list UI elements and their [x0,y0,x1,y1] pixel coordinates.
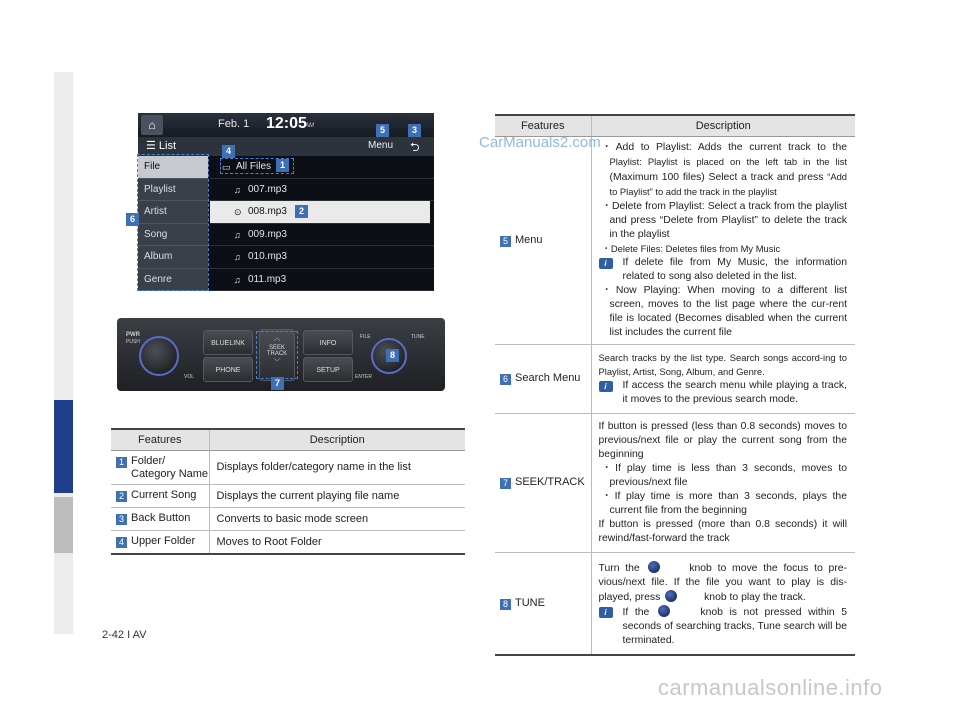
tune-knob-icon [648,561,660,573]
watermark-top: CarManuals2.com [479,134,601,151]
music-note-icon: ♫ [234,229,241,240]
tune-text: Turn the knob to move the focus to pre-vious/next file. If the file you want to play is dis-played, press knob to play the track. [598,562,847,603]
feature-cell: 6 Search Menu [495,344,591,413]
vol-label: VOL [184,374,195,380]
table-header [111,429,465,450]
seek-bullet: ・If play time is less than 3 seconds, moves to previous/next file [601,462,847,488]
back-icon[interactable]: ⮌ [410,140,420,154]
number-badge: 3 [116,514,127,525]
list-item[interactable]: ♫ 009.mp3 [210,224,434,247]
header-description: Description [209,429,465,450]
callout-8: 8 [386,349,399,362]
status-time: 12:05 [266,115,307,132]
category-playlist[interactable]: Playlist [138,179,208,202]
category-genre[interactable]: Genre [138,269,208,292]
phone-button[interactable]: PHONE [203,357,253,382]
number-badge: 2 [116,491,127,502]
menu-bullet: ・Delete from Playlist: Select a track from the playlist and press “Delete from Playlist” to delete the track in the playlist [601,200,847,240]
info-icon: i [599,607,613,618]
callout-2: 2 [295,205,308,218]
description-cell: Moves to Root Folder [209,530,465,554]
volume-knob[interactable] [139,336,179,376]
menu-bullet: ・Add to Playlist: Adds the current track to the Playlist: Playlist is placed on the left tab in the list (Maximum 100 files) Select a track and press “Add to Playlist” to add the track in the playlist [601,141,848,197]
seek-text: If button is pressed (less than 0.8 seconds) moves to previous/next file or play the current song from the beginning [598,420,847,460]
feature-cell: 4 Upper Folder [111,530,209,554]
callout-1: 1 [276,159,289,172]
music-note-icon: ♫ [234,184,241,195]
home-icon[interactable]: ⌂ [141,115,163,135]
list-item[interactable]: ♫ 011.mp3 [210,269,434,292]
tune-note: i If the knob is not pressed within 5 seconds of searching tracks, Tune search will be terminated. [599,605,848,648]
table-header [495,115,855,136]
chapter-tab [54,497,73,553]
feature-cell: 1 Folder/ Category Name [111,450,209,484]
track-label: TRACK [266,351,288,357]
table-row [495,344,855,413]
callout-6: 6 [126,213,139,226]
list-item[interactable]: ♫ 010.mp3 [210,246,434,269]
enter-label: ENTER [355,374,372,380]
header-features: Features [495,115,591,136]
tune-label: TUNE [411,334,425,340]
seek-bullet: ・If play time is more than 3 seconds, plays the current file from the beginning [601,490,847,516]
info-button[interactable]: INFO [303,330,353,355]
file-label: FILE [360,334,371,340]
info-icon: i [599,381,613,392]
feature-cell: 3 Back Button [111,507,209,530]
header-description: Description [591,115,855,136]
list-item-current[interactable]: ⊙ 008.mp3 [210,201,430,224]
description-cell: Displays folder/category name in the list [209,450,465,484]
seek-text: If button is pressed (more than 0.8 seconds) it will rewind/fast-forward the track [598,518,847,544]
push-label: PUSH [126,339,140,345]
play-icon: ⊙ [234,207,242,217]
status-bar [138,113,434,137]
file-list [210,156,434,291]
number-badge: 4 [116,537,127,548]
status-ampm: AM [305,123,314,129]
callout-4: 4 [222,145,235,158]
music-note-icon: ♫ [234,252,241,262]
callout-3: 3 [408,124,421,137]
table-row [495,413,855,552]
watermark-bottom: carmanualsonline.info [658,675,883,700]
number-badge: 7 [500,478,511,489]
tune-knob-icon [658,605,670,617]
description-cell: Displays the current playing file name [209,484,465,507]
menu-bullet: ・Now Playing: When moving to a different list screen, moves to the list page where the cur-rent file is located (Becomes disabled when the current list includes the current file [601,284,847,338]
list-icon: ☰ [146,140,159,152]
table-row [495,552,855,655]
category-artist[interactable]: Artist [138,201,208,224]
menu-bullet: ・Delete Files: Deletes files from My Music [601,242,781,254]
setup-button[interactable]: SETUP [303,357,353,382]
chevron-up-icon: ︿ [273,335,281,342]
number-badge: 1 [116,457,127,468]
description-cell [591,344,855,413]
search-text: Search tracks by the list type. Search songs accord-ing to Playlist, Artist, Song, Album, and Genre. [598,351,847,377]
number-badge: 6 [500,374,511,385]
seek-highlight-box [256,331,298,379]
table-row [111,530,465,554]
feature-cell: 2 Current Song [111,484,209,507]
number-badge: 5 [500,236,511,247]
list-item[interactable]: ♫ 007.mp3 [210,179,434,202]
menu-button[interactable]: Menu [368,140,394,151]
category-album[interactable]: Album [138,246,208,269]
table-row [495,136,855,344]
table-row [111,450,465,484]
number-badge: 8 [500,599,511,610]
feature-cell: 8 TUNE [495,552,591,655]
bluelink-button[interactable]: BLUELINK [203,330,253,355]
folder-icon: ▭ [222,162,231,172]
category-song[interactable]: Song [138,224,208,247]
music-note-icon: ♫ [234,274,241,285]
description-cell [591,552,855,655]
menu-note: i If delete file from My Music, the information related to song also deleted in the list. [599,256,848,284]
folder-row[interactable]: ▭ All Files [210,156,434,179]
description-cell [591,136,855,344]
page-number: 2-42 I AV [102,629,147,641]
tune-knob-icon [665,590,677,602]
info-icon: i [599,258,613,269]
feature-cell: 7 SEEK/TRACK [495,413,591,552]
status-date: Feb. 1 [218,118,250,130]
category-highlight-box [137,154,209,291]
feature-cell: 5 Menu [495,136,591,344]
description-cell: Converts to basic mode screen [209,507,465,530]
callout-5: 5 [376,124,389,137]
list-title: ☰ List [146,140,177,152]
chevron-down-icon: ﹀ [273,359,281,366]
table-row [111,484,465,507]
features-table-right [495,114,855,656]
category-file[interactable]: File [138,156,208,179]
table-row [111,507,465,530]
features-table-left [111,428,465,555]
description-cell [591,413,855,552]
search-note: i If access the search menu while playing a track, it moves to the previous search mode. [599,379,848,407]
pwr-label: PWR [126,332,140,338]
header-features: Features [111,429,209,450]
chapter-tab-active [54,400,73,493]
callout-7: 7 [271,377,284,390]
seek-label: SEEK [268,345,285,351]
